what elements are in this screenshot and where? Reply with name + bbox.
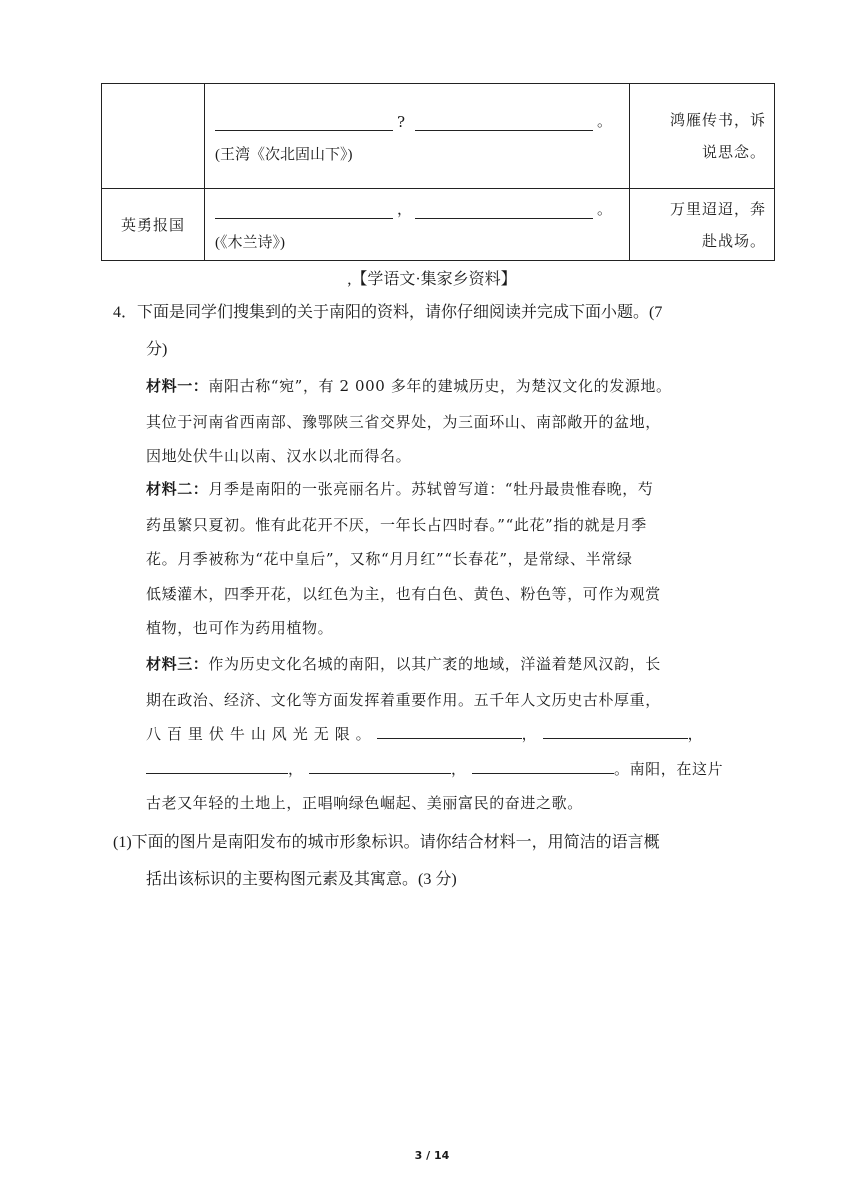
punctuation: ， — [288, 759, 304, 778]
fill-in-line — [215, 109, 629, 131]
answer-blank[interactable] — [415, 202, 593, 219]
material-text: 花。月季被称为“花中皇后”，又称“月月红”“长春花”，是常绿、半常绿 — [146, 550, 633, 568]
answer-blank[interactable] — [215, 114, 393, 131]
subquestion-1-line: (1)下面的图片是南阳发布的城市形象标识。请你结合材料一，用简洁的语言概 — [113, 834, 660, 851]
punctuation: ， — [450, 759, 467, 778]
note-line: 鸿雁传书，诉 — [669, 111, 766, 129]
poem-source: (王湾《次北固山下》) — [215, 146, 353, 163]
punctuation: ? — [397, 112, 406, 131]
material-text: 植物，也可作为药用植物。 — [146, 619, 334, 637]
subquestion-1-line: 括出该标识的主要构图元素及其寓意。(3 分) — [146, 871, 457, 888]
punctuation: 。 — [597, 200, 613, 218]
punctuation: ， — [687, 725, 704, 743]
material-text: 八 百 里 伏 牛 山 风 光 无 限 。 — [146, 725, 372, 743]
material-label: 材料一： — [146, 378, 209, 395]
note-line: 万里迢迢，奔 — [669, 199, 766, 218]
material-text: 低矮灌木，四季开花，以红色为主，也有白色、黄色、粉色等，可作为观赏 — [146, 584, 661, 603]
poem-table — [101, 83, 775, 261]
theme-cell — [102, 84, 205, 189]
answer-blank[interactable] — [377, 724, 522, 739]
answer-blank[interactable] — [543, 724, 688, 739]
material-text: 。南阳，在这片 — [613, 759, 724, 778]
note-line: 赴战场。 — [701, 231, 766, 250]
question-4-line: 分) — [146, 341, 168, 358]
note-line: 说思念。 — [701, 143, 766, 161]
answer-blank[interactable] — [146, 759, 288, 774]
material-text: 南阳古称“宛”，有 2 000 多年的建城历史，为楚汉文化的发源地。 — [208, 377, 672, 395]
fill-in-line — [215, 197, 629, 219]
table-row — [102, 189, 775, 261]
poem-source: (《木兰诗》) — [215, 235, 285, 251]
punctuation: 。 — [597, 111, 613, 130]
material-text: 古老又年轻的土地上，正唱响绿色崛起、美丽富民的奋进之歌。 — [146, 794, 583, 812]
table-row — [102, 84, 775, 189]
material-text — [146, 717, 748, 752]
material-text — [146, 752, 748, 787]
material-text: 因地处伏牛山以南、汉水以北而得名。 — [146, 447, 412, 465]
answer-blank[interactable] — [215, 202, 393, 219]
material-1 — [146, 369, 748, 474]
question-4-line: 4．下面是同学们搜集到的关于南阳的资料，请你仔细阅读并完成下面小题。(7 — [113, 304, 663, 321]
material-text: 期在政治、经济、文化等方面发挥着重要作用。五千年人文历史古朴厚重， — [146, 690, 661, 709]
material-text: 月季是南阳的一张亮丽名片。苏轼曾写道：“牡丹最贵惟春晚，芍 — [208, 480, 654, 498]
material-2 — [146, 472, 748, 646]
answer-blank[interactable] — [472, 759, 614, 774]
theme-cell: 英勇报国 — [102, 189, 205, 261]
material-text: 其位于河南省西南部、豫鄂陕三省交界处，为三面环山、南部敞开的盆地， — [146, 412, 661, 431]
page-number: 3 / 14 — [414, 1149, 450, 1162]
answer-blank[interactable] — [309, 759, 451, 774]
material-text: 作为历史文化名城的南阳，以其广袤的地域，洋溢着楚风汉韵，长 — [208, 655, 661, 673]
poem-lines-cell — [205, 189, 630, 261]
answer-blank[interactable] — [415, 114, 593, 131]
poem-lines-cell — [205, 84, 630, 189]
punctuation: ， — [397, 200, 413, 218]
material-label: 材料二： — [146, 481, 209, 498]
material-text: 药虽繁只夏初。惟有此花开不厌，一年长占四时春。”“此花”指的就是月季 — [146, 515, 647, 534]
material-label: 材料三： — [146, 656, 209, 673]
material-3 — [146, 647, 748, 821]
note-cell — [630, 84, 775, 189]
section-title: ,【学语文·集家乡资料】 — [347, 271, 517, 288]
note-cell — [630, 189, 775, 261]
punctuation: ， — [521, 725, 538, 743]
